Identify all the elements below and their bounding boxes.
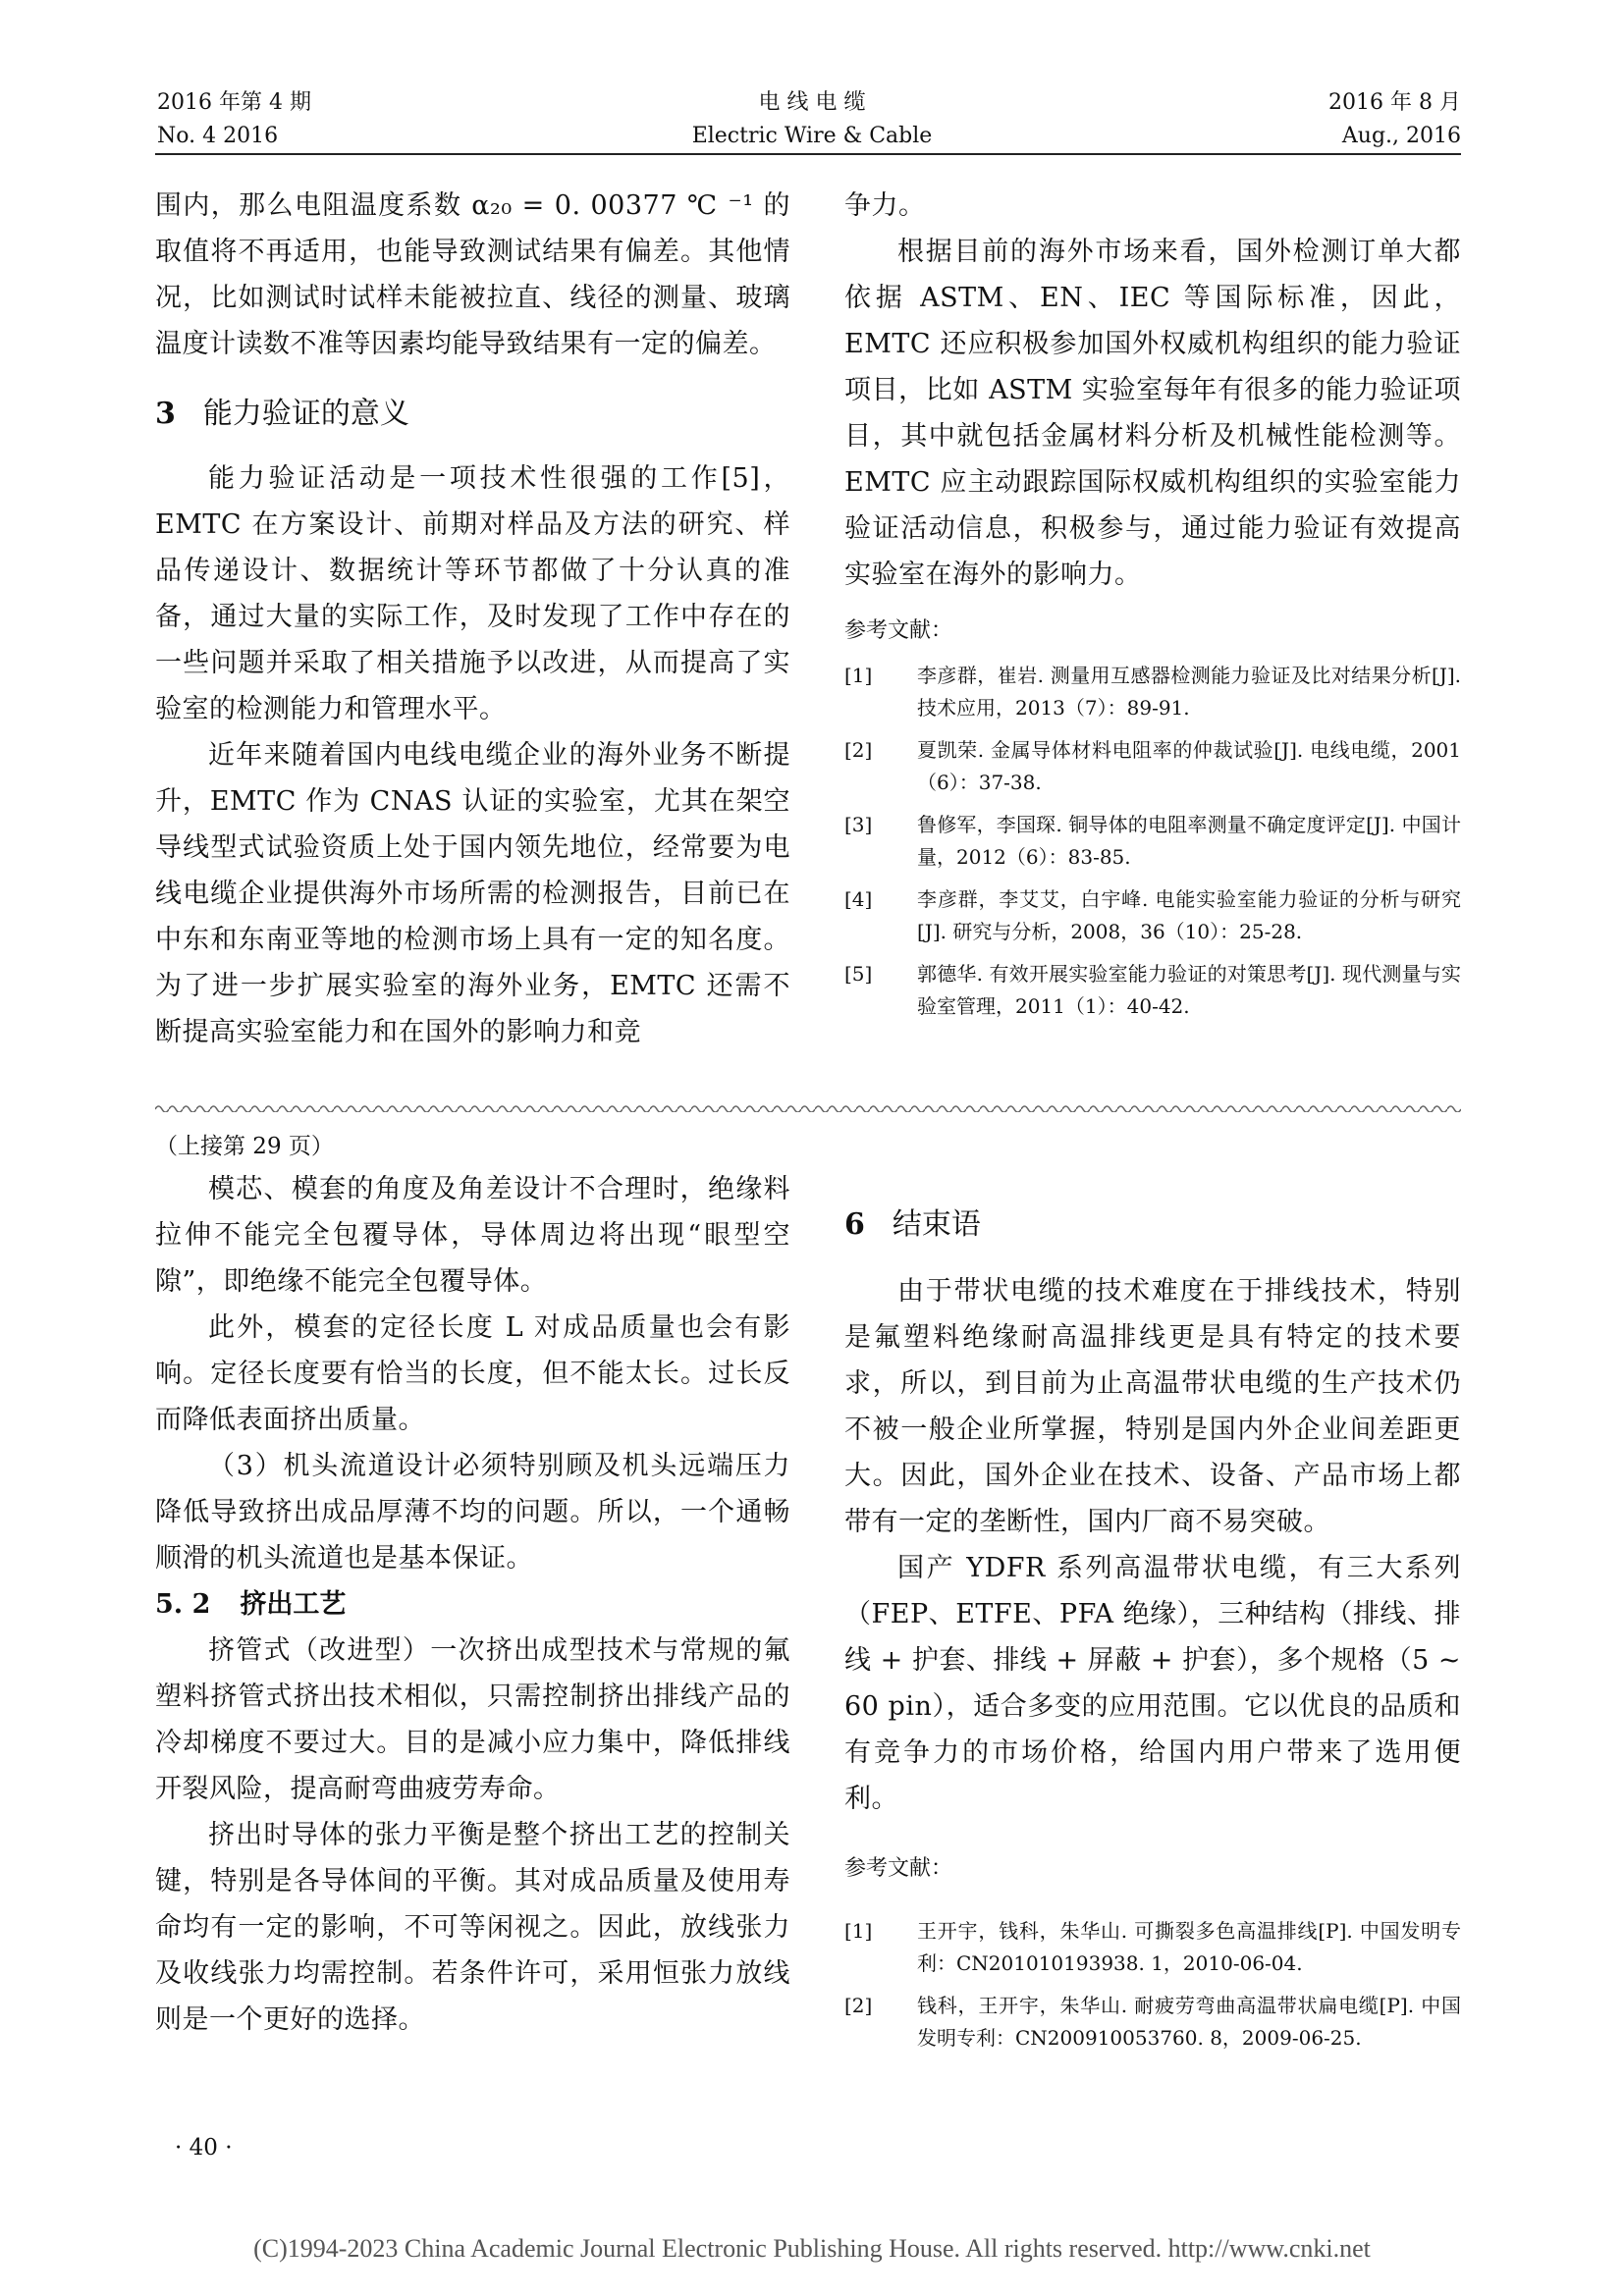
reference-number: [2] xyxy=(844,1994,873,2017)
reference-text: 鲁修军，李国琛. 铜导体的电阻率测量不确定度评定[J]. 中国计量，2012（6）：83-85. xyxy=(917,813,1461,869)
copyright-footer: (C)1994-2023 China Academic Journal Electronic Publishing House. All rights reserved. http://www.cnki.net xyxy=(253,2234,1371,2263)
reference-text: 李彦群，李艾艾，白宇峰. 电能实验室能力验证的分析与研究[J]. 研究与分析，2008，36（10）：25-28. xyxy=(917,887,1461,943)
references-heading: 参考文献： xyxy=(844,1856,953,1881)
references-heading: 参考文献： xyxy=(844,618,953,643)
divider-pattern xyxy=(155,1103,1461,1112)
section-heading xyxy=(844,1200,1461,1243)
paragraph: （3）机头流道设计必须特别顾及机头远端压力降低导致挤出成品厚薄不均的问题。所以，一个通畅顺滑的机头流道也是基本保证。 xyxy=(155,1451,790,1574)
bottom-left-column xyxy=(155,1127,790,2043)
paragraph: 能力验证活动是一项技术性很强的工作[5]，EMTC 在方案设计、前期对样品及方法的研究、样品传递设计、数据统计等环节都做了十分认真的准备，通过大量的实际工作，及时发现了工作中存在的一些问题并采取了相关措施予以改进，从而提高了实验室的检测能力和管理水平。 xyxy=(155,463,790,724)
reference-text: 李彦群，崔岩. 测量用互感器检测能力验证及比对结果分析[J]. 技术应用，2013（7）：89-91. xyxy=(917,664,1461,720)
section-heading xyxy=(155,389,790,432)
section-title: 结束语 xyxy=(892,1207,981,1242)
subsection-title: 挤出工艺 xyxy=(240,1589,347,1620)
paragraph: 围内，那么电阻温度系数 α₂₀ = 0. 00377 ℃ ⁻¹ 的取值将不再适用，也能导致测试结果有偏差。其他情况，比如测试时试样未能被拉直、线径的测量、玻璃温度计读数不准等因素均能导致结果有一定的偏差。 xyxy=(155,190,790,359)
reference-number: [2] xyxy=(844,738,873,762)
paragraph: 模芯、模套的角度及角差设计不合理时，绝缘料拉伸不能完全包覆导体，导体周边将出现“眼型空隙”，即绝缘不能完全包覆导体。 xyxy=(155,1174,790,1297)
reference-item xyxy=(844,660,1461,724)
paragraph: 国产 YDFR 系列高温带状电缆，有三大系列（FEP、ETFE、PFA 绝缘），三种结构（排线、排线 + 护套、排线 + 屏蔽 + 护套），多个规格（5 ~ 60 pin），适合多变的应用范围。它以优良的品质和有竞争力的市场价格，给国内用户带来了选用便利。 xyxy=(844,1553,1461,1814)
reference-number: [1] xyxy=(844,664,873,687)
reference-item xyxy=(844,809,1461,874)
ornamental-divider xyxy=(155,1100,1461,1112)
bottom-right-column xyxy=(844,1200,1461,2064)
reference-list xyxy=(844,1915,1461,2055)
paragraph: 近年来随着国内电线电缆企业的海外业务不断提升，EMTC 作为 CNAS 认证的实验室，尤其在架空导线型式试验资质上处于国内领先地位，经常要为电线电缆企业提供海外市场所需的检测报告，目前已在中东和东南亚等地的检测市场上具有一定的知名度。为了进一步扩展实验室的海外业务，EMTC 还需不断提高实验室能力和在国外的影响力和竞 xyxy=(155,740,790,1047)
reference-item xyxy=(844,958,1461,1023)
journal-title-en: Electric Wire & Cable xyxy=(691,124,933,148)
journal-title: 电 线 电 缆 xyxy=(758,90,866,115)
page-number: · 40 · xyxy=(175,2135,233,2161)
reference-number: [4] xyxy=(844,887,873,911)
reference-number: [3] xyxy=(844,813,873,836)
reference-text: 王开宇，钱科，朱华山. 可撕裂多色高温排线[P]. 中国发明专利：CN201010193938. 1，2010-06-04. xyxy=(917,1919,1461,1975)
section-number: 6 xyxy=(844,1207,865,1242)
top-right-column xyxy=(844,183,1461,1033)
top-left-column xyxy=(155,183,790,1055)
reference-text: 郭德华. 有效开展实验室能力验证的对策思考[J]. 现代测量与实验室管理，2011（1）：40-42. xyxy=(917,962,1461,1018)
section-title: 能力验证的意义 xyxy=(202,397,409,431)
header-date: 2016 年 8 月 xyxy=(1328,90,1461,115)
subsection-heading xyxy=(155,1581,790,1628)
reference-text: 钱科，王开宇，朱华山. 耐疲劳弯曲高温带状扁电缆[P]. 中国发明专利：CN200910053760. 8，2009-06-25. xyxy=(917,1994,1461,2050)
header-issue-en: No. 4 2016 xyxy=(157,124,279,148)
reference-item xyxy=(844,734,1461,799)
header-rule xyxy=(155,153,1461,155)
header-issue: 2016 年第 4 期 xyxy=(157,90,311,115)
paragraph: 此外，模套的定径长度 L 对成品质量也会有影响。定径长度要有恰当的长度，但不能太长。过长反而降低表面挤出质量。 xyxy=(155,1312,790,1435)
paragraph: 挤出时导体的张力平衡是整个挤出工艺的控制关键，特别是各导体间的平衡。其对成品质量及使用寿命均有一定的影响，不可等闲视之。因此，放线张力及收线张力均需控制。若条件许可，采用恒张力放线则是一个更好的选择。 xyxy=(155,1820,790,2035)
reference-text: 夏凯荣. 金属导体材料电阻率的仲裁试验[J]. 电线电缆，2001（6）：37-38. xyxy=(917,738,1461,794)
header-right xyxy=(1328,86,1461,153)
paragraph: 根据目前的海外市场来看，国外检测订单大都依据 ASTM、EN、IEC 等国际标准，因此，EMTC 还应积极参加国外权威机构组织的能力验证项目，比如 ASTM 实验室每年有很多的能力验证项目，其中就包括金属材料分析及机械性能检测等。EMTC 应主动跟踪国际权威机构组织的实验室能力验证活动信息，积极参与，通过能力验证有效提高实验室在海外的影响力。 xyxy=(844,237,1461,590)
paragraph: 挤管式（改进型）一次挤出成型技术与常规的氟塑料挤管式挤出技术相似，只需控制挤出排线产品的冷却梯度不要过大。目的是减小应力集中，降低排线开裂风险，提高耐弯曲疲劳寿命。 xyxy=(155,1635,790,1804)
subsection-number: 5. 2 xyxy=(155,1589,211,1620)
reference-item xyxy=(844,1990,1461,2055)
paragraph: 争力。 xyxy=(844,190,926,221)
header-date-en: Aug., 2016 xyxy=(1341,124,1461,148)
reference-number: [5] xyxy=(844,962,873,986)
reference-item xyxy=(844,1915,1461,1980)
reference-item xyxy=(844,883,1461,948)
paragraph: 由于带状电缆的技术难度在于排线技术，特别是氟塑料绝缘耐高温排线更是具有特定的技术要求，所以，到目前为止高温带状电缆的生产技术仍不被一般企业所掌握，特别是国内外企业间差距更大。因此，国外企业在技术、设备、产品市场上都带有一定的垄断性，国内厂商不易突破。 xyxy=(844,1276,1461,1537)
reference-list xyxy=(844,660,1461,1023)
reference-number: [1] xyxy=(844,1919,873,1943)
continued-note: （上接第 29 页） xyxy=(155,1134,334,1159)
section-number: 3 xyxy=(155,397,176,431)
